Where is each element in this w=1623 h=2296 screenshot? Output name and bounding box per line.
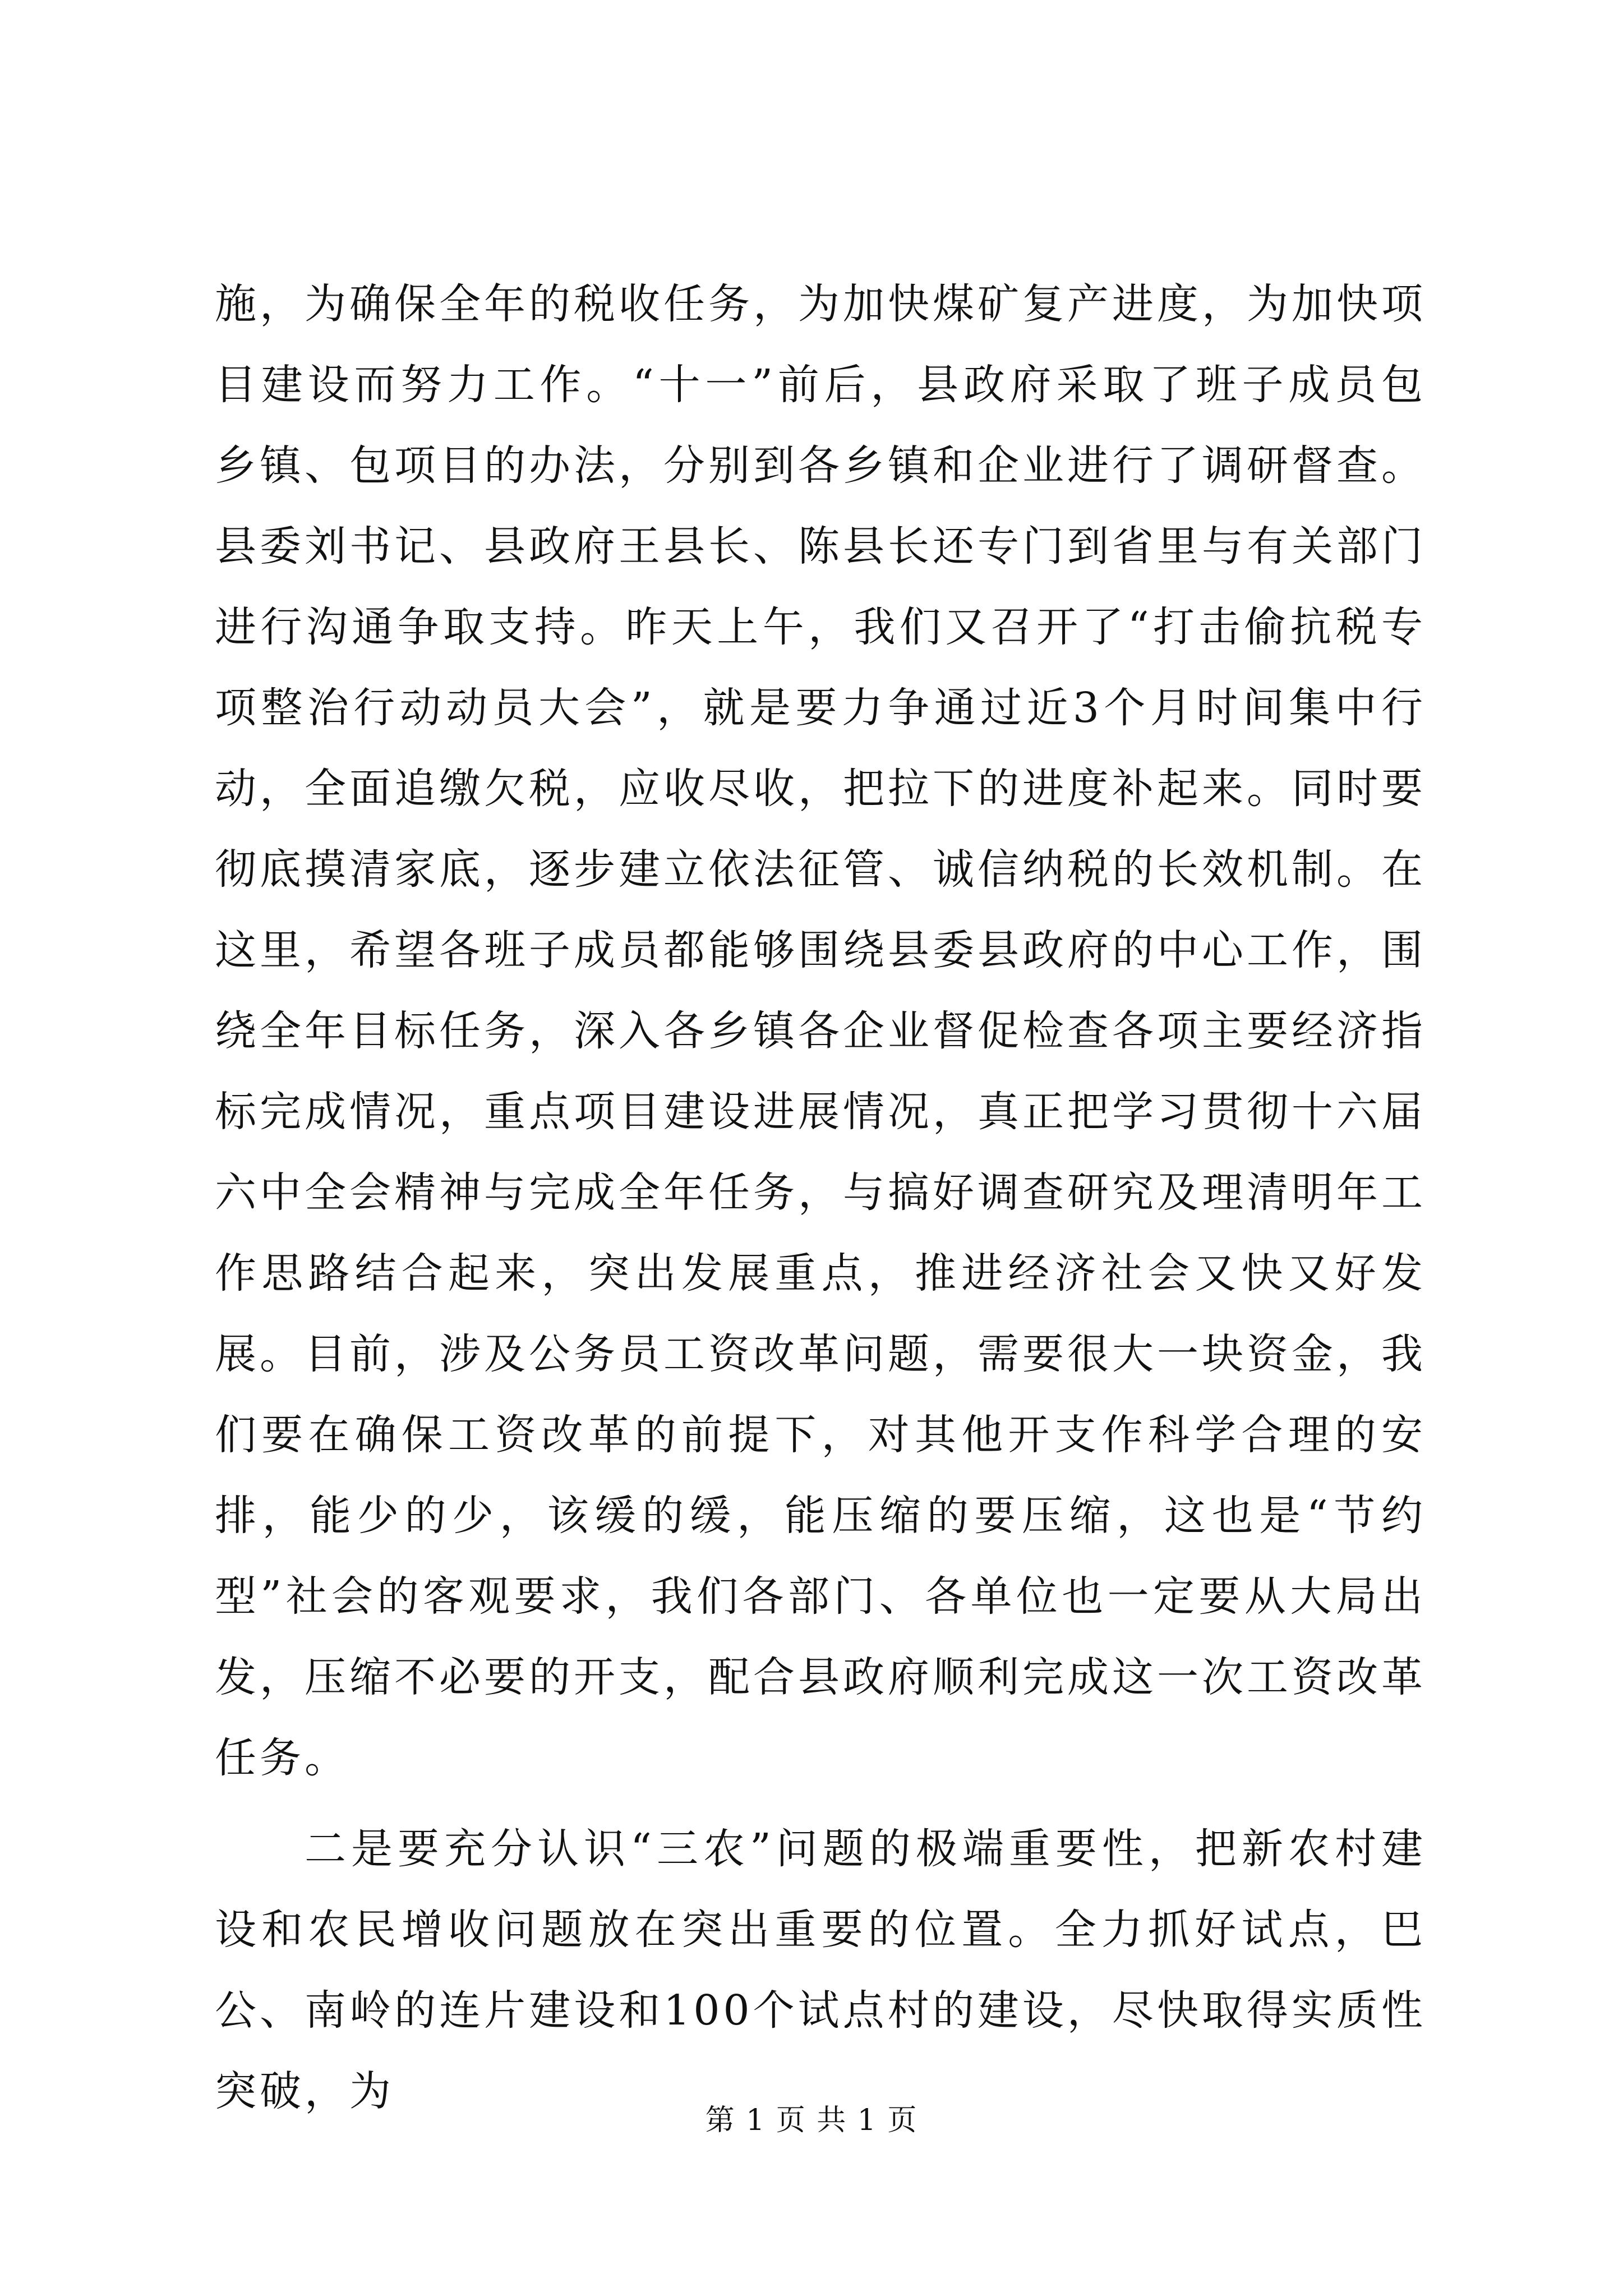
paragraph-continued: 施，为确保全年的税收任务，为加快煤矿复产进度，为加快项目建设而努力工作。“十一”前后，县政府采取了班子成员包乡镇、包项目的办法，分别到各乡镇和企业进行了调研督查。县委刘书记、县政府王县长、陈县长还专门到省里与有关部门进行沟通争取支持。昨天上午，我们又召开了“打击偷抗税专项整治行动动员大会”，就是要力争通过近3个月时间集中行动，全面追缴欠税，应收尽收，把拉下的进度补起来。同时要彻底摸清家底，逐步建立依法征管、诚信纳税的长效机制。在这里，希望各班子成员都能够围绕县委县政府的中心工作，围绕全年目标任务，深入各乡镇各企业督促检查各项主要经济指标完成情况，重点项目建设进展情况，真正把学习贯彻十六届六中全会精神与完成全年任务，与搞好调查研究及理清明年工作思路结合起来，突出发展重点，推进经济社会又快又好发展。目前，涉及公务员工资改革问题，需要很大一块资金，我们要在确保工资改革的前提下，对其他开支作科学合理的安排，能少的少，该缓的缓，能压缩的要压缩，这也是“节约型”社会的客观要求，我们各部门、各单位也一定要从大局出发，压缩不必要的开支，配合县政府顺利完成这一次工资改革任务。 [215, 280, 1426, 1782]
paragraph-second-point: 二是要充分认识“三农”问题的极端重要性，把新农村建设和农民增收问题放在突出重要的位置。全力抓好试点，巴公、南岭的连片建设和100个试点村的建设，尽快取得实质性突破，为 [215, 1825, 1426, 2115]
document-body [215, 264, 1426, 2132]
page-footer: 第 1 页 共 1 页 [705, 2104, 918, 2137]
